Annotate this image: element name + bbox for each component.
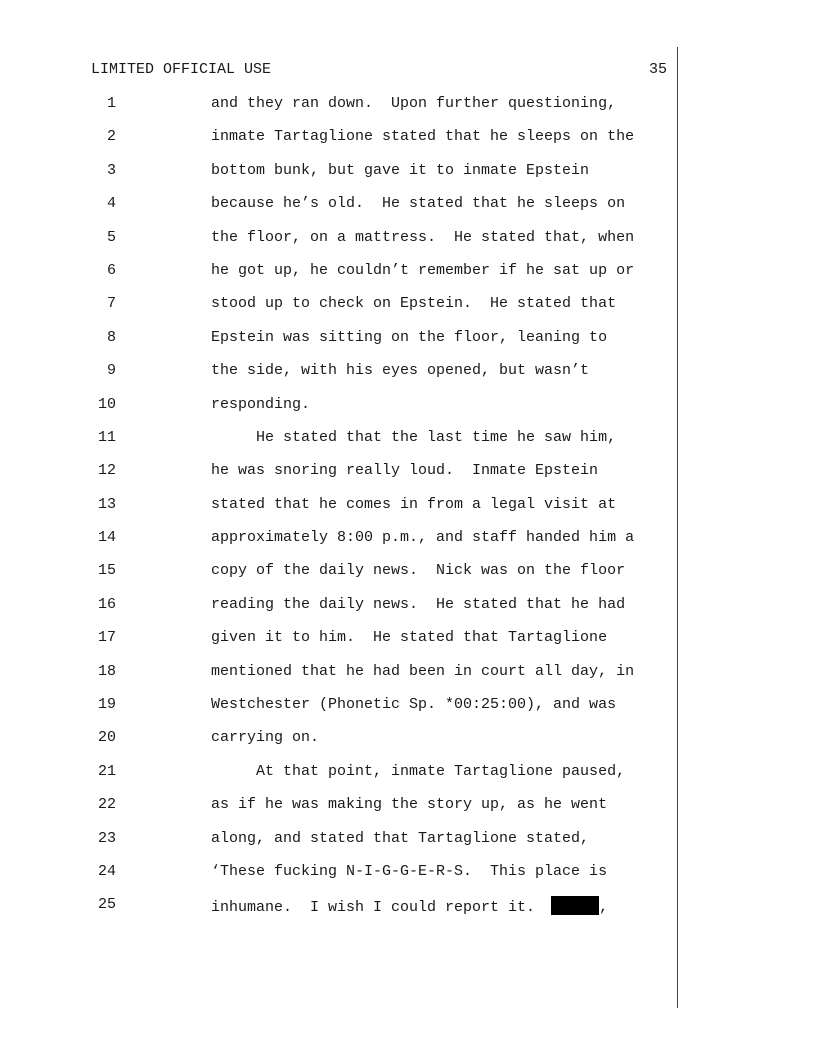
line-text-content: Epstein was sitting on the floor, leaning to	[211, 328, 608, 346]
line-text-content: mentioned that he had been in court all day, in	[211, 662, 635, 680]
line-text	[211, 396, 310, 414]
line-text-content: He stated that the last time he saw him,	[211, 428, 617, 446]
transcript-line	[0, 621, 816, 654]
line-text-content: because he’s old. He stated that he sleeps on	[211, 195, 626, 213]
transcript-line	[0, 354, 816, 387]
line-number: 10	[97, 395, 116, 413]
line-text-content: inhumane. I wish I could report it.	[211, 899, 536, 917]
line-text	[211, 496, 616, 514]
line-text	[211, 830, 589, 848]
transcript-line	[0, 521, 816, 554]
line-number: 17	[97, 629, 116, 647]
line-text-content: he was snoring really loud. Inmate Epstein	[211, 462, 599, 480]
line-number: 5	[106, 228, 116, 246]
line-text	[211, 295, 616, 313]
line-number: 25	[97, 896, 116, 914]
transcript-line	[0, 554, 816, 587]
transcript-line	[0, 254, 816, 287]
line-number: 2	[106, 128, 116, 146]
line-number: 12	[97, 462, 116, 480]
line-number: 1	[106, 95, 116, 112]
line-number: 13	[97, 495, 116, 513]
line-number: 15	[97, 562, 116, 580]
line-number: 19	[97, 696, 116, 714]
transcript-line	[0, 688, 816, 721]
line-number: 23	[97, 829, 116, 847]
transcript-line	[0, 755, 816, 788]
line-number: 21	[97, 762, 116, 780]
line-text-trailing: ,	[599, 899, 609, 917]
line-number: 14	[97, 529, 116, 547]
line-text	[211, 896, 608, 917]
transcript-line	[0, 588, 816, 621]
line-text-content: he got up, he couldn’t remember if he sat up or	[211, 261, 635, 279]
line-number: 3	[106, 161, 116, 179]
line-text-content: approximately 8:00 p.m., and staff handed him a	[211, 529, 635, 547]
transcript-line	[0, 187, 816, 220]
line-number: 20	[97, 729, 116, 747]
line-text	[211, 863, 607, 881]
line-text-content: the floor, on a mattress. He stated that, when	[211, 228, 635, 246]
transcript-line	[0, 822, 816, 855]
classification-marking: LIMITED OFFICIAL USE	[91, 61, 272, 78]
transcript-line	[0, 287, 816, 320]
line-text-content: and they ran down. Upon further questioning,	[211, 95, 617, 112]
line-text-content: ‘These fucking N-I-G-G-E-R-S. This place is	[211, 862, 608, 880]
transcript-line	[0, 154, 816, 187]
transcript-line	[0, 120, 816, 153]
line-text-content: responding.	[211, 395, 311, 413]
line-number: 24	[97, 862, 116, 880]
line-text	[211, 195, 625, 213]
transcript-line	[0, 221, 816, 254]
transcript-lines	[0, 87, 816, 922]
line-text-content: bottom bunk, but gave it to inmate Epstein	[211, 161, 590, 179]
line-number: 7	[106, 295, 116, 313]
line-text	[211, 596, 625, 614]
page-number: 35	[648, 61, 667, 78]
line-number: 4	[106, 195, 116, 213]
line-number: 11	[97, 428, 116, 446]
line-text	[211, 162, 589, 180]
line-text	[211, 429, 616, 447]
line-text-content: along, and stated that Tartaglione stated,	[211, 829, 590, 847]
line-text-content: copy of the daily news. Nick was on the floor	[211, 562, 626, 580]
transcript-line	[0, 488, 816, 521]
line-text	[211, 629, 607, 647]
redaction-block	[551, 896, 599, 915]
line-text	[211, 529, 634, 547]
line-number: 18	[97, 662, 116, 680]
line-text-content: Westchester (Phonetic Sp. *00:25:00), and was	[211, 696, 617, 714]
line-number: 22	[97, 796, 116, 814]
line-number: 16	[97, 595, 116, 613]
transcript-line	[0, 721, 816, 754]
line-text	[211, 763, 625, 781]
line-text	[211, 128, 634, 146]
line-text	[211, 262, 634, 280]
line-text-content: stood up to check on Epstein. He stated that	[211, 295, 617, 313]
line-number: 6	[106, 261, 116, 279]
transcript-line	[0, 321, 816, 354]
line-text	[211, 562, 625, 580]
line-text	[211, 729, 319, 747]
line-text	[211, 796, 607, 814]
line-number: 9	[106, 362, 116, 380]
line-text	[211, 95, 616, 113]
line-text-content: given it to him. He stated that Tartaglione	[211, 629, 608, 647]
line-text-content: carrying on.	[211, 729, 320, 747]
transcript-line	[0, 855, 816, 888]
transcript-line	[0, 87, 816, 120]
line-text-content: stated that he comes in from a legal visit at	[211, 495, 617, 513]
line-text-content: as if he was making the story up, as he went	[211, 796, 608, 814]
line-text-content: reading the daily news. He stated that he had	[211, 595, 626, 613]
transcript-line	[0, 655, 816, 688]
line-text	[211, 462, 598, 480]
transcript-line	[0, 421, 816, 454]
line-text	[211, 663, 634, 681]
line-text	[211, 229, 634, 247]
transcript-line	[0, 454, 816, 487]
transcript-line	[0, 388, 816, 421]
line-number: 8	[106, 328, 116, 346]
line-text-content: At that point, inmate Tartaglione paused,	[211, 762, 626, 780]
line-text	[211, 362, 589, 380]
line-text-content: inmate Tartaglione stated that he sleeps on the	[211, 128, 635, 146]
transcript-line	[0, 888, 816, 921]
line-text-content: the side, with his eyes opened, but wasn’t	[211, 362, 590, 380]
line-text	[211, 696, 616, 714]
line-text	[211, 329, 607, 347]
transcript-line	[0, 788, 816, 821]
